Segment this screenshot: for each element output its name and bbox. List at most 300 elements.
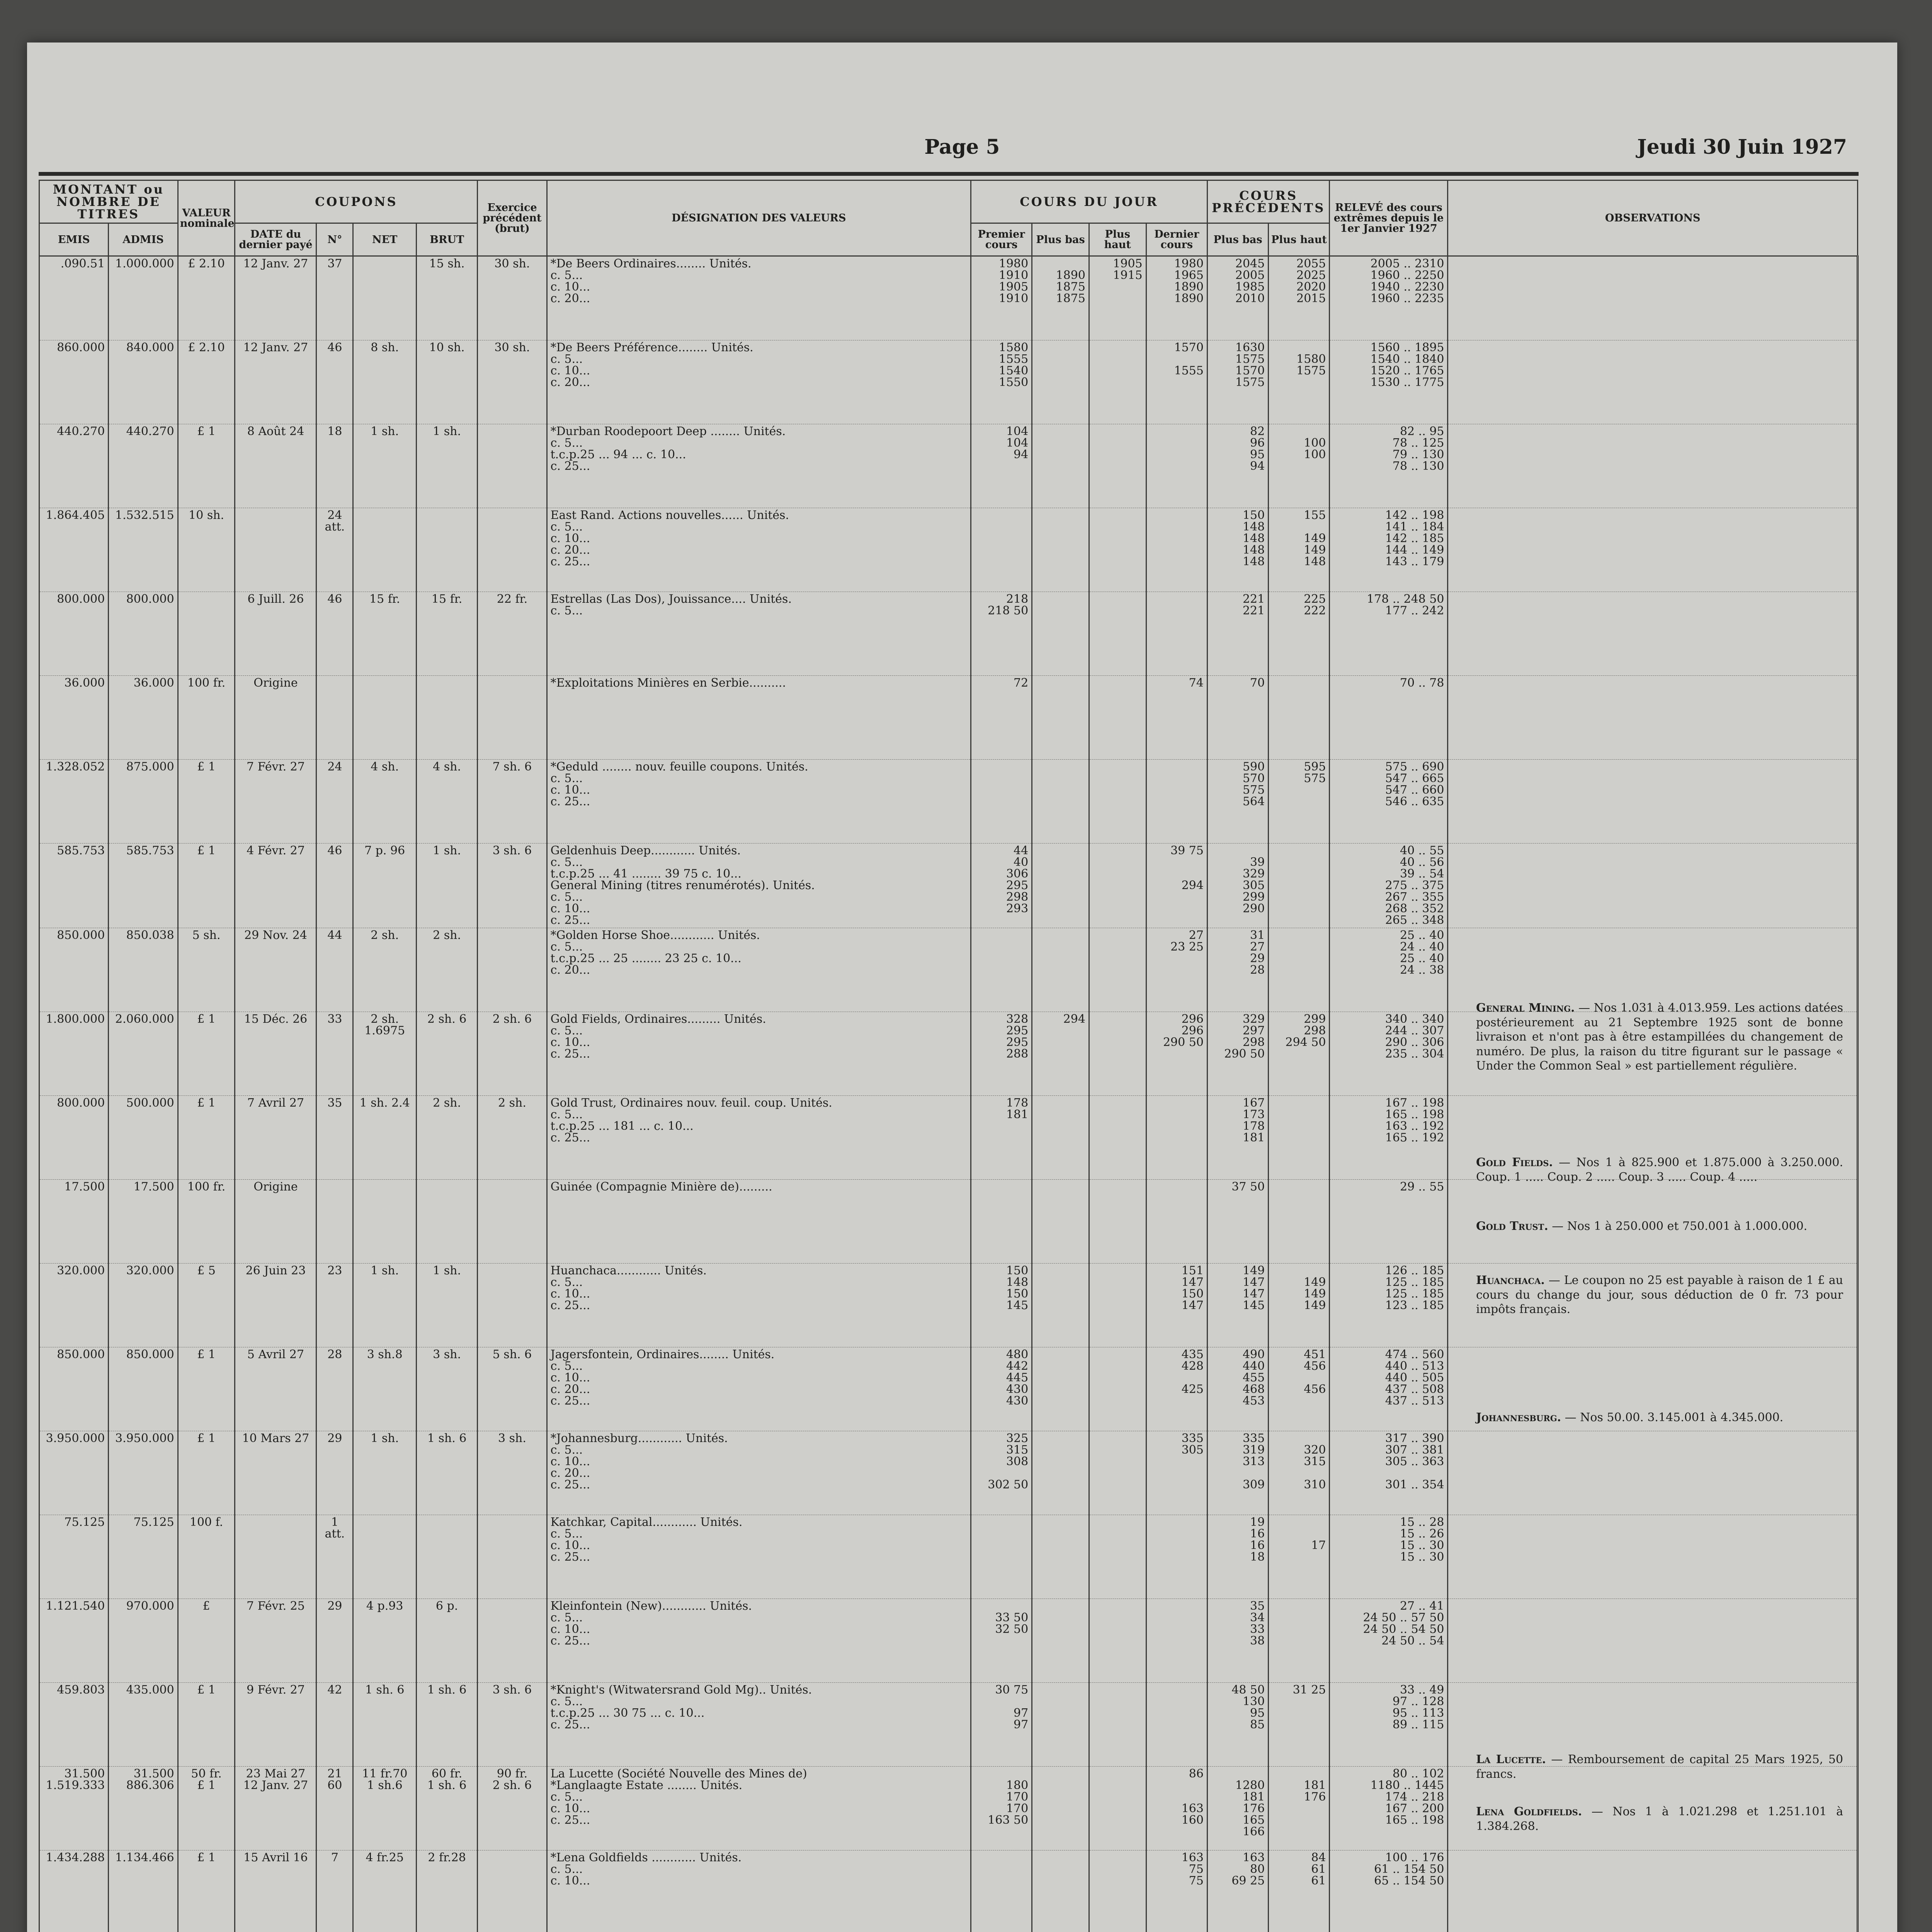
- cell-emis: 1.800.000: [39, 1012, 109, 1096]
- cell-name: *Golden Horse Shoe............ Unités. c. 5... t.c.p.25 ... 25 ........ 23 25 c. 10... c. 20...: [547, 928, 971, 1012]
- cell-date: 7 Avril 27: [235, 1096, 316, 1180]
- cell-brut: 3 sh.: [416, 1347, 477, 1431]
- cell-brut: 2 fr.28: [416, 1850, 477, 1932]
- cell-date: Origine: [235, 1180, 316, 1264]
- cell-c2: 2055 2025 2020 2015: [1269, 256, 1330, 340]
- cell-valeur: £ 5: [178, 1264, 235, 1347]
- cell-p4: 163 75 75: [1146, 1850, 1207, 1932]
- cell-net: 1 sh. 6: [353, 1683, 417, 1767]
- cell-ex: 30 sh.: [478, 256, 547, 340]
- cell-c2: [1269, 1599, 1330, 1683]
- cell-brut: 15 fr.: [416, 592, 477, 676]
- cell-observations: [1448, 508, 1858, 592]
- cell-c2: 155 149 149 148: [1269, 508, 1330, 592]
- cell-p4: [1146, 1515, 1207, 1599]
- table-row: [39, 1515, 1858, 1599]
- cell-ex: 90 fr. 2 sh. 6: [478, 1767, 547, 1850]
- cell-r: 2005 .. 2310 1960 .. 2250 1940 .. 2230 1960 .. 2235: [1330, 256, 1448, 340]
- cell-c1: 1280 181 176 165 166: [1207, 1767, 1268, 1850]
- cell-observations: [1448, 1850, 1858, 1932]
- cell-no: 33: [316, 1012, 353, 1096]
- cell-net: [353, 1515, 417, 1599]
- cell-p4: [1146, 1180, 1207, 1264]
- table-row: [39, 760, 1858, 844]
- cell-ex: [478, 1850, 547, 1932]
- cell-emis: 585.753: [39, 844, 109, 928]
- cell-emis: 850.000: [39, 928, 109, 1012]
- net-header: NET: [353, 223, 417, 256]
- cell-no: 7: [316, 1850, 353, 1932]
- premier-header: Premier cours: [971, 223, 1032, 256]
- cell-p3: 1905 1915: [1089, 256, 1146, 340]
- cell-r: 15 .. 28 15 .. 26 15 .. 30 15 .. 30: [1330, 1515, 1448, 1599]
- emis-header: EMIS: [39, 223, 109, 256]
- cell-c2: 320 315 310: [1269, 1431, 1330, 1515]
- observation-title: Gold Trust.: [1476, 1219, 1548, 1233]
- cell-c1: 82 96 95 94: [1207, 424, 1268, 508]
- cell-p1: 33 50 32 50: [971, 1599, 1032, 1683]
- cell-brut: 1 sh. 6: [416, 1683, 477, 1767]
- cell-p1: 480 442 445 430 430: [971, 1347, 1032, 1431]
- cell-r: 70 .. 78: [1330, 676, 1448, 760]
- table-row: [39, 928, 1858, 1012]
- cell-no: 35: [316, 1096, 353, 1180]
- cell-valeur: £ 1: [178, 424, 235, 508]
- cell-no: 46: [316, 592, 353, 676]
- cell-emis: 36.000: [39, 676, 109, 760]
- cell-p1: [971, 1850, 1032, 1932]
- cell-ex: [478, 1515, 547, 1599]
- cell-p2: [1032, 1347, 1089, 1431]
- cell-r: 575 .. 690 547 .. 665 547 .. 660 546 .. 635: [1330, 760, 1448, 844]
- cell-no: 42: [316, 1683, 353, 1767]
- cell-c2: 299 298 294 50: [1269, 1012, 1330, 1096]
- observations-header: OBSERVATIONS: [1448, 180, 1858, 256]
- cell-date: 23 Mai 27 12 Janv. 27: [235, 1767, 316, 1850]
- cell-name: Katchkar, Capital............ Unités. c. 5... c. 10... c. 25...: [547, 1515, 971, 1599]
- observation-note: [1476, 1219, 1843, 1234]
- cell-name: Huanchaca............ Unités. c. 5... c. 10... c. 25...: [547, 1264, 971, 1347]
- cell-r: 474 .. 560 440 .. 513 440 .. 505 437 .. 508 437 .. 513: [1330, 1347, 1448, 1431]
- observation-text: — Le coupon no 25 est payable à raison de 1 £ au cours du change du jour, sous déduction de 0 fr. 73 pour impôts français.: [1476, 1274, 1843, 1316]
- cell-p4: [1146, 1096, 1207, 1180]
- cell-c2: [1269, 676, 1330, 760]
- cell-p2: [1032, 1264, 1089, 1347]
- cell-net: 2 sh. 1.6975: [353, 1012, 417, 1096]
- cell-name: Geldenhuis Deep............ Unités. c. 5... t.c.p.25 ... 41 ........ 39 75 c. 10... General Mining (titres renumérotés). Unités. c. 5... c. 10... c. 25...: [547, 844, 971, 928]
- cell-name: *Knight's (Witwatersrand Gold Mg).. Unités. c. 5... t.c.p.25 ... 30 75 ... c. 10... c. 25...: [547, 1683, 971, 1767]
- cell-valeur: 100 fr.: [178, 1180, 235, 1264]
- cell-ex: [478, 928, 547, 1012]
- cell-p1: 44 40 306 295 298 293: [971, 844, 1032, 928]
- cell-net: 11 fr.70 1 sh.6: [353, 1767, 417, 1850]
- cell-brut: 2 sh.: [416, 1096, 477, 1180]
- cell-c2: [1269, 1180, 1330, 1264]
- cell-p4: 151 147 150 147: [1146, 1264, 1207, 1347]
- cell-name: East Rand. Actions nouvelles...... Unités. c. 5... c. 10... c. 20... c. 25...: [547, 508, 971, 592]
- cell-emis: 75.125: [39, 1515, 109, 1599]
- cell-brut: 1 sh.: [416, 424, 477, 508]
- observation-note: [1476, 1273, 1843, 1317]
- cell-p3: [1089, 676, 1146, 760]
- table-row: [39, 1850, 1858, 1932]
- cell-p4: 1980 1965 1890 1890: [1146, 256, 1207, 340]
- cell-admis: 1.000.000: [109, 256, 178, 340]
- cell-net: [353, 256, 417, 340]
- table-row: [39, 592, 1858, 676]
- cell-valeur: [178, 592, 235, 676]
- cell-ex: [478, 508, 547, 592]
- cell-valeur: 10 sh.: [178, 508, 235, 592]
- cell-no: [316, 676, 353, 760]
- cell-c1: 167 173 178 181: [1207, 1096, 1268, 1180]
- cell-date: [235, 1515, 316, 1599]
- cell-c2: 84 61 61: [1269, 1850, 1330, 1932]
- cell-observations: [1448, 1515, 1858, 1599]
- cell-c1: 35 34 33 38: [1207, 1599, 1268, 1683]
- cell-valeur: 50 fr. £ 1: [178, 1767, 235, 1850]
- cell-emis: 459.803: [39, 1683, 109, 1767]
- cell-p2: 1890 1875 1875: [1032, 256, 1089, 340]
- cell-brut: [416, 1515, 477, 1599]
- cell-p1: 180 170 170 163 50: [971, 1767, 1032, 1850]
- cell-p1: 72: [971, 676, 1032, 760]
- cell-no: 1 att.: [316, 1515, 353, 1599]
- cell-date: 5 Avril 27: [235, 1347, 316, 1431]
- cell-name: Kleinfontein (New)............ Unités. c. 5... c. 10... c. 25...: [547, 1599, 971, 1683]
- cell-c1: 39 329 305 299 290: [1207, 844, 1268, 928]
- table-row: [39, 424, 1858, 508]
- cell-valeur: £ 1: [178, 844, 235, 928]
- cell-p4: 335 305: [1146, 1431, 1207, 1515]
- cell-p4: [1146, 1599, 1207, 1683]
- cell-r: 142 .. 198 141 .. 184 142 .. 185 144 .. 149 143 .. 179: [1330, 508, 1448, 592]
- cell-emis: 440.270: [39, 424, 109, 508]
- observation-title: Johannesburg.: [1476, 1411, 1561, 1424]
- cell-r: 33 .. 49 97 .. 128 95 .. 113 89 .. 115: [1330, 1683, 1448, 1767]
- cell-r: 82 .. 95 78 .. 125 79 .. 130 78 .. 130: [1330, 424, 1448, 508]
- cell-c2: [1269, 928, 1330, 1012]
- prec-bas-header: Plus bas: [1207, 223, 1268, 256]
- cell-p3: [1089, 1515, 1146, 1599]
- observation-title: Lena Goldfields.: [1476, 1805, 1582, 1818]
- cell-date: 6 Juill. 26: [235, 592, 316, 676]
- page-date: Jeudi 30 Juin 1927: [1637, 135, 1847, 159]
- cell-valeur: £ 1: [178, 1850, 235, 1932]
- cell-c1: 163 80 69 25: [1207, 1850, 1268, 1932]
- cell-p4: 435 428 425: [1146, 1347, 1207, 1431]
- cell-r: 317 .. 390 307 .. 381 305 .. 363 301 .. 354: [1330, 1431, 1448, 1515]
- table-row: [39, 340, 1858, 424]
- cell-p1: [971, 928, 1032, 1012]
- observation-text: — Nos 1 à 825.900 et 1.875.000 à 3.250.000. Coup. 1 ..... Coup. 2 ..... Coup. 3 ..... Coup. 4 .....: [1476, 1156, 1843, 1184]
- cell-admis: 17.500: [109, 1180, 178, 1264]
- cell-name: *Johannesburg............ Unités. c. 5... c. 10... c. 20... c. 25...: [547, 1431, 971, 1515]
- cell-admis: 850.038: [109, 928, 178, 1012]
- cell-p4: [1146, 592, 1207, 676]
- prec-haut-header: Plus haut: [1269, 223, 1330, 256]
- cell-admis: 320.000: [109, 1264, 178, 1347]
- cell-admis: 850.000: [109, 1347, 178, 1431]
- cell-admis: 500.000: [109, 1096, 178, 1180]
- cell-p3: [1089, 508, 1146, 592]
- cell-admis: 970.000: [109, 1599, 178, 1683]
- cell-r: 80 .. 102 1180 .. 1445 174 .. 218 167 .. 200 165 .. 198: [1330, 1767, 1448, 1850]
- cell-valeur: £ 2.10: [178, 256, 235, 340]
- plus-haut-header: Plus haut: [1089, 223, 1146, 256]
- cell-r: 27 .. 41 24 50 .. 57 50 24 50 .. 54 50 24 50 .. 54: [1330, 1599, 1448, 1683]
- cell-p2: [1032, 1515, 1089, 1599]
- cell-name: Jagersfontein, Ordinaires........ Unités. c. 5... c. 10... c. 20... c. 25...: [547, 1347, 971, 1431]
- cell-date: 29 Nov. 24: [235, 928, 316, 1012]
- cell-name: La Lucette (Société Nouvelle des Mines de) *Langlaagte Estate ........ Unités. c. 5... c. 10... c. 25...: [547, 1767, 971, 1850]
- cell-net: 2 sh.: [353, 928, 417, 1012]
- cell-p4: [1146, 508, 1207, 592]
- cell-p1: [971, 1180, 1032, 1264]
- cell-p1: [971, 1515, 1032, 1599]
- cell-emis: 800.000: [39, 1096, 109, 1180]
- cell-ex: [478, 424, 547, 508]
- page-number: Page 5: [924, 135, 1000, 159]
- cell-r: 29 .. 55: [1330, 1180, 1448, 1264]
- table-row: [39, 508, 1858, 592]
- cell-brut: 4 sh.: [416, 760, 477, 844]
- cell-net: 4 p.93: [353, 1599, 417, 1683]
- brut-header: BRUT: [416, 223, 477, 256]
- observation-note: [1476, 1001, 1843, 1073]
- cell-ex: [478, 1180, 547, 1264]
- cell-no: 29: [316, 1431, 353, 1515]
- cell-c1: 221 221: [1207, 592, 1268, 676]
- cell-c2: [1269, 1096, 1330, 1180]
- admis-header: ADMIS: [109, 223, 178, 256]
- cell-date: [235, 508, 316, 592]
- cell-no: 46: [316, 340, 353, 424]
- cell-brut: 60 fr. 1 sh. 6: [416, 1767, 477, 1850]
- cell-p4: 86 163 160: [1146, 1767, 1207, 1850]
- cell-r: 1560 .. 1895 1540 .. 1840 1520 .. 1765 1530 .. 1775: [1330, 340, 1448, 424]
- cell-valeur: £: [178, 1599, 235, 1683]
- cell-name: *Geduld ........ nouv. feuille coupons. Unités. c. 5... c. 10... c. 25...: [547, 760, 971, 844]
- cell-ex: 30 sh.: [478, 340, 547, 424]
- cell-p2: [1032, 340, 1089, 424]
- cell-emis: .090.51: [39, 256, 109, 340]
- cell-brut: [416, 1180, 477, 1264]
- cell-net: [353, 508, 417, 592]
- cell-emis: 800.000: [39, 592, 109, 676]
- cell-name: Gold Fields, Ordinaires......... Unités. c. 5... c. 10... c. 25...: [547, 1012, 971, 1096]
- cell-c1: 70: [1207, 676, 1268, 760]
- cell-emis: 1.328.052: [39, 760, 109, 844]
- cell-observations: [1448, 1431, 1858, 1515]
- cell-observations: [1448, 760, 1858, 844]
- observation-title: La Lucette.: [1476, 1753, 1546, 1766]
- cell-brut: 1 sh.: [416, 844, 477, 928]
- cell-observations: [1448, 424, 1858, 508]
- cell-ex: 7 sh. 6: [478, 760, 547, 844]
- cell-admis: 1.532.515: [109, 508, 178, 592]
- cell-p3: [1089, 424, 1146, 508]
- cell-ex: 2 sh.: [478, 1096, 547, 1180]
- valeur-header: VALEUR nominale: [178, 180, 235, 256]
- cell-valeur: £ 1: [178, 1012, 235, 1096]
- cell-c1: 1630 1575 1570 1575: [1207, 340, 1268, 424]
- cell-ex: 3 sh. 6: [478, 1683, 547, 1767]
- cell-c1: 335 319 313 309: [1207, 1431, 1268, 1515]
- cell-p1: 30 75 97 97: [971, 1683, 1032, 1767]
- cell-name: *De Beers Préférence........ Unités. c. 5... c. 10... c. 20...: [547, 340, 971, 424]
- cell-date: 7 Févr. 25: [235, 1599, 316, 1683]
- cell-brut: 6 p.: [416, 1599, 477, 1683]
- cell-brut: [416, 508, 477, 592]
- cell-c1: 590 570 575 564: [1207, 760, 1268, 844]
- cell-p3: [1089, 1012, 1146, 1096]
- cell-p2: [1032, 1096, 1089, 1180]
- dernier-header: Dernier cours: [1146, 223, 1207, 256]
- cell-net: 1 sh.: [353, 424, 417, 508]
- releve-header: RELEVÉ des cours extrêmes depuis le 1er Janvier 1927: [1330, 180, 1448, 256]
- cell-p4: [1146, 424, 1207, 508]
- cell-net: 1 sh.: [353, 1431, 417, 1515]
- cell-p3: [1089, 1264, 1146, 1347]
- cell-observations: [1448, 256, 1858, 340]
- cell-no: 37: [316, 256, 353, 340]
- table-body: [39, 256, 1858, 1932]
- cell-c1: 31 27 29 28: [1207, 928, 1268, 1012]
- cell-net: 3 sh.8: [353, 1347, 417, 1431]
- cell-ex: [478, 676, 547, 760]
- table-row: [39, 844, 1858, 928]
- cell-date: 10 Mars 27: [235, 1431, 316, 1515]
- cell-ex: 3 sh. 6: [478, 844, 547, 928]
- cell-r: 25 .. 40 24 .. 40 25 .. 40 24 .. 38: [1330, 928, 1448, 1012]
- cell-emis: 1.434.288: [39, 1850, 109, 1932]
- cell-p1: [971, 508, 1032, 592]
- cell-c2: 181 176: [1269, 1767, 1330, 1850]
- cell-p1: 104 104 94: [971, 424, 1032, 508]
- table-row: [39, 1431, 1858, 1515]
- cell-observations: [1448, 1599, 1858, 1683]
- cell-p4: [1146, 1683, 1207, 1767]
- cell-net: 1 sh. 2.4: [353, 1096, 417, 1180]
- cell-net: 7 p. 96: [353, 844, 417, 928]
- cell-observations: [1448, 592, 1858, 676]
- cell-p2: 294: [1032, 1012, 1089, 1096]
- cell-name: *De Beers Ordinaires........ Unités. c. 5... c. 10... c. 20...: [547, 256, 971, 340]
- cell-brut: 1 sh. 6: [416, 1431, 477, 1515]
- cell-no: 24: [316, 760, 353, 844]
- newspaper-page: [27, 43, 1897, 1932]
- cell-c2: 100 100: [1269, 424, 1330, 508]
- cell-p2: [1032, 1599, 1089, 1683]
- cell-no: [316, 1180, 353, 1264]
- cell-ex: 2 sh. 6: [478, 1012, 547, 1096]
- cell-emis: 31.500 1.519.333: [39, 1767, 109, 1850]
- cell-net: 8 sh.: [353, 340, 417, 424]
- cell-admis: 75.125: [109, 1515, 178, 1599]
- cell-p2: [1032, 1850, 1089, 1932]
- table-row: [39, 256, 1858, 340]
- cell-no: 21 60: [316, 1767, 353, 1850]
- cell-p1: [971, 760, 1032, 844]
- observation-title: General Mining.: [1476, 1001, 1575, 1015]
- cell-c1: 490 440 455 468 453: [1207, 1347, 1268, 1431]
- cell-c1: 19 16 16 18: [1207, 1515, 1268, 1599]
- cell-c1: 149 147 147 145: [1207, 1264, 1268, 1347]
- cell-p1: 178 181: [971, 1096, 1032, 1180]
- cell-ex: 22 fr.: [478, 592, 547, 676]
- observation-note: [1476, 1155, 1843, 1184]
- cell-c2: [1269, 844, 1330, 928]
- cell-net: 1 sh.: [353, 1264, 417, 1347]
- cell-r: 100 .. 176 61 .. 154 50 65 .. 154 50: [1330, 1850, 1448, 1932]
- cell-no: 29: [316, 1599, 353, 1683]
- cell-p3: [1089, 1767, 1146, 1850]
- cell-ex: [478, 1264, 547, 1347]
- cell-c2: 1580 1575: [1269, 340, 1330, 424]
- cell-admis: 2.060.000: [109, 1012, 178, 1096]
- observation-text: — Remboursement de capital 25 Mars 1925, 50 francs.: [1476, 1753, 1843, 1781]
- cell-observations: [1448, 844, 1858, 928]
- cell-p3: [1089, 928, 1146, 1012]
- cell-brut: 2 sh.: [416, 928, 477, 1012]
- cell-admis: 585.753: [109, 844, 178, 928]
- cell-date: 12 Janv. 27: [235, 340, 316, 424]
- table-row: [39, 1599, 1858, 1683]
- cell-admis: 800.000: [109, 592, 178, 676]
- cell-net: 15 fr.: [353, 592, 417, 676]
- cours-precedents-header: COURS PRÉCÉDENTS: [1207, 180, 1330, 223]
- cell-valeur: 100 f.: [178, 1515, 235, 1599]
- cell-name: *Lena Goldfields ............ Unités. c. 5... c. 10...: [547, 1850, 971, 1932]
- plus-bas-header: Plus bas: [1032, 223, 1089, 256]
- cell-admis: 435.000: [109, 1683, 178, 1767]
- cell-c1: 48 50 130 95 85: [1207, 1683, 1268, 1767]
- cell-no: 18: [316, 424, 353, 508]
- cell-p4: 74: [1146, 676, 1207, 760]
- cell-c2: 149 149 149: [1269, 1264, 1330, 1347]
- cell-date: 4 Févr. 27: [235, 844, 316, 928]
- cell-name: *Durban Roodepoort Deep ........ Unités. c. 5... t.c.p.25 ... 94 ... c. 10... c. 25...: [547, 424, 971, 508]
- observation-text: — Nos 1.031 à 4.013.959. Les actions datées postérieurement au 21 Septembre 1925 sont de bonne livraison et n'ont pas à être estampillées du changement de numéro. De plus, la raison du titre figurant sur le passage « Under the Common Seal » est partiellement régulière.: [1476, 1001, 1843, 1073]
- cell-p2: [1032, 760, 1089, 844]
- cell-emis: 17.500: [39, 1180, 109, 1264]
- cell-c1: 2045 2005 1985 2010: [1207, 256, 1268, 340]
- cell-admis: 440.270: [109, 424, 178, 508]
- cell-p2: [1032, 592, 1089, 676]
- cell-c2: 225 222: [1269, 592, 1330, 676]
- cell-net: [353, 676, 417, 760]
- cell-name: Estrellas (Las Dos), Jouissance.... Unités. c. 5...: [547, 592, 971, 676]
- cell-emis: 860.000: [39, 340, 109, 424]
- cell-no: 23: [316, 1264, 353, 1347]
- montant-group-header: MONTANT ou NOMBRE DE TITRES: [39, 180, 178, 223]
- cell-no: 44: [316, 928, 353, 1012]
- cell-p3: [1089, 1683, 1146, 1767]
- cell-valeur: £ 1: [178, 1683, 235, 1767]
- cell-p1: 1580 1555 1540 1550: [971, 340, 1032, 424]
- no-header: N°: [316, 223, 353, 256]
- cell-date: 8 Août 24: [235, 424, 316, 508]
- cell-admis: 840.000: [109, 340, 178, 424]
- date-header: DATE du dernier payé: [235, 223, 316, 256]
- cell-observations: [1448, 340, 1858, 424]
- cell-valeur: 5 sh.: [178, 928, 235, 1012]
- cell-date: 26 Juin 23: [235, 1264, 316, 1347]
- cell-p3: [1089, 340, 1146, 424]
- cell-p2: [1032, 1683, 1089, 1767]
- cell-date: 9 Févr. 27: [235, 1683, 316, 1767]
